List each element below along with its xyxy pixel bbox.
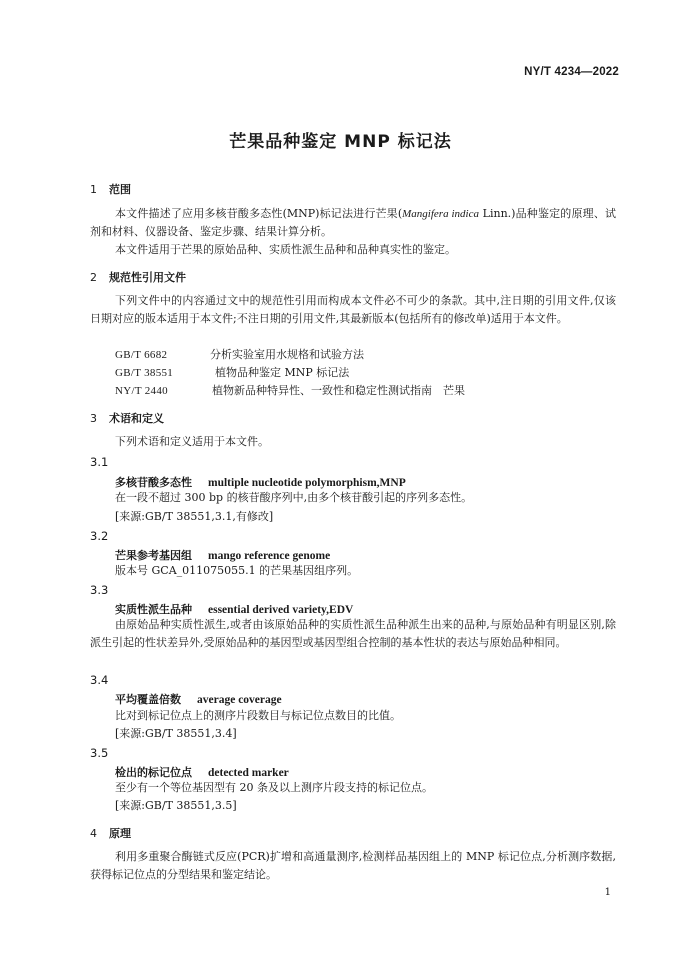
term-heading	[115, 474, 406, 490]
term-en: detected marker	[208, 767, 289, 779]
section-number: 3	[90, 412, 97, 425]
term-number: 3.1	[90, 455, 109, 469]
term-heading	[115, 691, 282, 707]
term-definition: 版本号 GCA_011075055.1 的芒果基因组序列。	[115, 564, 359, 577]
term-definition: 比对到标记位点上的测序片段数目与标记位点数目的比值。	[115, 709, 401, 722]
reference-title: 植物新品种特异性、一致性和稳定性测试指南 芒果	[212, 384, 465, 397]
section-heading-scope	[90, 181, 131, 197]
section-number: 1	[90, 183, 97, 196]
species-name: Mangifera indica	[402, 208, 479, 220]
page-number: 1	[604, 887, 611, 898]
reference-item	[115, 346, 364, 364]
term-heading	[115, 764, 289, 780]
term-zh: 平均覆盖倍数	[115, 693, 181, 706]
scope-text-a: 本文件描述了应用多核苷酸多态性(MNP)标记法进行芒果(	[115, 207, 403, 220]
section-heading-terms	[90, 410, 164, 426]
term-number: 3.4	[90, 673, 109, 687]
section-title: 原理	[109, 827, 131, 840]
term-heading	[115, 547, 330, 563]
principle-paragraph: 利用多重聚合酶链式反应(PCR)扩增和高通量测序,检测样品基因组上的 MNP 标记位点,分析测序数据,获得标记位点的分型结果和鉴定结论。	[90, 850, 616, 881]
reference-code: GB/T 6682	[115, 349, 168, 361]
term-source: [来源:GB/T 38551,3.4]	[115, 727, 237, 740]
term-en: multiple nucleotide polymorphism,MNP	[208, 477, 406, 489]
reference-title: 植物品种鉴定 MNP 标记法	[215, 366, 350, 379]
term-en: average coverage	[197, 694, 282, 706]
term-number: 3.5	[90, 746, 109, 760]
section-number: 4	[90, 827, 97, 840]
term-en: essential derived variety,EDV	[208, 604, 354, 616]
reference-code: NY/T 2440	[115, 385, 168, 397]
terms-intro: 下列术语和定义适用于本文件。	[115, 435, 269, 448]
term-source: [来源:GB/T 38551,3.1,有修改]	[115, 510, 274, 523]
section-number: 2	[90, 271, 97, 284]
term-definition: 由原始品种实质性派生,或者由该原始品种的实质性派生品种派生出来的品种,与原始品种有明显区别,除派生引起的性状差异外,受原始品种的基因型或基因型组合控制的基本性状的表达与原始品种相同。	[90, 618, 616, 649]
term-zh: 检出的标记位点	[115, 766, 192, 779]
section-title: 范围	[109, 183, 131, 196]
section-title: 术语和定义	[109, 412, 164, 425]
section-title: 规范性引用文件	[109, 271, 186, 284]
reference-item	[115, 382, 465, 400]
term-definition: 至少有一个等位基因型有 20 条及以上测序片段支持的标记位点。	[115, 781, 433, 794]
term-heading	[115, 601, 353, 617]
term-definition: 在一段不超过 300 bp 的核苷酸序列中,由多个核苷酸引起的序列多态性。	[115, 491, 473, 504]
term-zh: 多核苷酸多态性	[115, 476, 192, 489]
reference-item	[115, 364, 349, 382]
section-heading-principle	[90, 825, 131, 841]
document-title: 芒果品种鉴定 MNP 标记法	[229, 132, 452, 152]
reference-code: GB/T 38551	[115, 367, 174, 379]
term-source: [来源:GB/T 38551,3.5]	[115, 799, 237, 812]
term-number: 3.3	[90, 583, 109, 597]
term-zh: 实质性派生品种	[115, 603, 192, 616]
reference-title: 分析实验室用水规格和试验方法	[210, 348, 364, 361]
term-number: 3.2	[90, 529, 109, 543]
scope-paragraph-2: 本文件适用于芒果的原始品种、实质性派生品种和品种真实性的鉴定。	[115, 243, 456, 256]
term-en: mango reference genome	[208, 550, 331, 562]
scope-paragraph-1	[90, 205, 616, 241]
section-heading-normative-references	[90, 269, 186, 285]
term-zh: 芒果参考基因组	[115, 549, 192, 562]
document-number: NY/T 4234—2022	[524, 66, 619, 78]
references-intro: 下列文件中的内容通过文中的规范性引用而构成本文件必不可少的条款。其中,注日期的引用文件,仅该日期对应的版本适用于本文件;不注日期的引用文件,其最新版本(包括所有的修改单)适用于本文件。	[90, 294, 616, 325]
scope-text-b: Linn.)品种鉴定的原理、试剂和材料、仪器设备、鉴定步骤、结果计算分析。	[90, 207, 616, 238]
